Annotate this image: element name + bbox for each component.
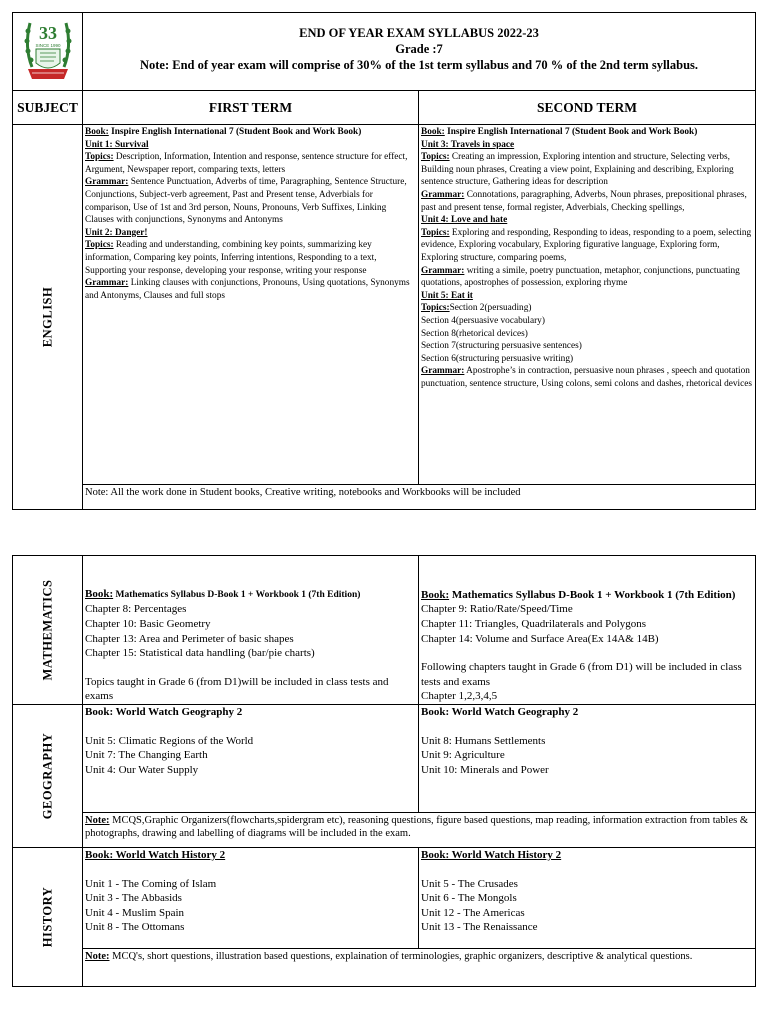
list-item: Chapter 9: Ratio/Rate/Speed/Time	[421, 603, 573, 616]
list-item: Unit 12 - The Americas	[421, 906, 525, 919]
list-item: Unit 13 - The Renaissance	[421, 921, 538, 934]
history-first-term: Book: World Watch History 2 Unit 1 - The Coming of Islam Unit 3 - The Abbasids Unit 4 - Muslim Spain Unit 8 - The Ottomans	[83, 848, 419, 949]
col-header-first-term: FIRST TERM	[83, 91, 419, 125]
list-item: Chapter 8: Percentages	[85, 603, 187, 616]
title-cell	[83, 13, 756, 91]
geography-first-term: Book: World Watch Geography 2 Unit 5: Climatic Regions of the World Unit 7: The Changing Earth Unit 4: Our Water Supply	[83, 705, 419, 813]
list-item: Unit 4: Our Water Supply	[85, 763, 199, 776]
mathematics-second-term: Book: Mathematics Syllabus D-Book 1 + Workbook 1 (7th Edition) Chapter 9: Ratio/Rate/Speed/Time Chapter 11: Triangles, Quadrilaterals and Polygons Chapter 14: Volume and Surface Area(Ex 14A& 14B) Following chapters taught in Grade 6 (from D1) will be included in class tests and exams Chapter 1,2,3,4,5	[419, 556, 756, 705]
list-item: Chapter 14: Volume and Surface Area(Ex 14A& 14B)	[421, 632, 659, 645]
mathematics-first-term: Book: Mathematics Syllabus D-Book 1 + Workbook 1 (7th Edition) Chapter 8: Percentages Chapter 10: Basic Geometry Chapter 13: Area and Perimeter of basic shapes Chapter 15: Statistical data handling (bar/pie charts) Topics taught in Grade 6 (from D1)will be included in class tests and exams	[83, 556, 419, 705]
list-item: Unit 3 - The Abbasids	[85, 892, 182, 905]
logo-cell	[13, 13, 83, 91]
header-note: Note: End of year exam will comprise of 30% of the 1st term syllabus and 70 % of the 2nd term syllabus.	[139, 58, 699, 72]
subject-history: HISTORY	[13, 848, 83, 987]
list-item: Unit 8 - The Ottomans	[85, 921, 185, 934]
list-item: Chapter 13: Area and Perimeter of basic shapes	[85, 632, 294, 645]
subject-english: ENGLISH	[13, 125, 83, 510]
history-second-term: Book: World Watch History 2 Unit 5 - The Crusades Unit 6 - The Mongols Unit 12 - The Americas Unit 13 - The Renaissance	[419, 848, 756, 949]
list-item: Section 4(persuasive vocabulary)	[421, 315, 545, 326]
list-item: Unit 5 - The Crusades	[421, 877, 518, 890]
list-item: Unit 9: Agriculture	[421, 749, 505, 762]
geography-note: Note: MCQS,Graphic Organizers(flowcharts,spidergram etc), reasoning questions, figure based questions, map reading, information extraction from tables & photographs, drawing and labelling of diagrams will be included in the exam.	[83, 812, 756, 847]
grade-label: Grade :7	[395, 42, 443, 56]
list-item: Chapter 15: Statistical data handling (bar/pie charts)	[85, 647, 315, 660]
subject-mathematics: MATHEMATICS	[13, 556, 83, 705]
english-second-term: Book: Inspire English International 7 (Student Book and Work Book) Unit 3: Travels in space Topics: Creating an impression, Exploring intention and structure, Selecting verbs, Building noun phrases, Creating a view point, Explaining and describing, Exploring sentence structure, Gathering ideas for description Grammar: Connotations, paragraphing, Adverbs, Noun phrases, prepositional phrases, past and present tense, formal register, Adverbials, Checking spellings, Unit 4: Love and hate Topics: Exploring and responding, Responding to ideas, responding to a poem, selecting evidence, Exploring vocabulary, Exploring figurative language, Exploring form, Exploring structure, comparing poems, Grammar: writing a simile, poetry punctuation, metaphor, conjunctions, punctuating quotations, apostrophes of possession, exploring rhyme Unit 5: Eat it Topics:Section 2(persuading) Section 4(persuasive vocabulary) Section 8(rhetorical devices) Section 7(structuring persuasive sentences) Section 6(structuring persuasive writing) Grammar: Apostrophe’s in contraction, persuasive noun phrases , speech and quotation punctuation, sentence structure, Using colons, semi colons and dashes, rhetorical devices	[419, 125, 756, 485]
list-item: Chapter 10: Basic Geometry	[85, 618, 211, 631]
list-item: Unit 7: The Changing Earth	[85, 749, 208, 762]
list-item: Unit 8: Humans Settlements	[421, 734, 546, 747]
list-item: Unit 1 - The Coming of Islam	[85, 877, 217, 890]
list-item: Unit 5: Climatic Regions of the World	[85, 734, 254, 747]
syllabus-table-english	[12, 12, 756, 510]
syllabus-table-other-subjects	[12, 555, 756, 987]
col-header-second-term: SECOND TERM	[419, 91, 756, 125]
geography-second-term: Book: World Watch Geography 2 Unit 8: Humans Settlements Unit 9: Agriculture Unit 10: Minerals and Power	[419, 705, 756, 813]
english-first-term: Book: Inspire English International 7 (Student Book and Work Book) Unit 1: Survival Topics: Description, Information, Intention and response, sentence structure for effect, Argument, Newspaper report, comparing texts, letters Grammar: Sentence Punctuation, Adverbs of time, Paragraphing, Sentence Structure, Conjunctions, Subject-verb agreement, Past and Present tense, Adverbials for comparison, Use of 1st and 3rd person, Nouns, Pronouns, Verb Suffixes, Linking Clauses with conjunctions, Synonyms and Antonyms Unit 2: Danger! Topics: Reading and understanding, combining key points, summarizing key information, Comparing key points, Inferring intentions, Responding to a text, Supporting your response, developing your response, writing your response Grammar: Linking clauses with conjunctions, Pronouns, Using quotations, Synonyms and Antonyms, Clauses and full stops	[83, 125, 419, 485]
history-note: Note: MCQ's, short questions, illustration based questions, explaination of terminologies, graphic organizers, descriptive & analytical questions.	[83, 948, 756, 986]
list-item: Section 8(rhetorical devices)	[421, 328, 528, 339]
subject-geography: GEOGRAPHY	[13, 705, 83, 848]
svg-text:SINCE 1990: SINCE 1990	[34, 43, 61, 48]
list-item: Unit 10: Minerals and Power	[421, 763, 549, 776]
list-item: Chapter 11: Triangles, Quadrilaterals and Polygons	[421, 618, 647, 631]
list-item: Unit 6 - The Mongols	[421, 892, 517, 905]
svg-text:33: 33	[38, 23, 57, 43]
col-header-subject: SUBJECT	[13, 91, 83, 125]
list-item: Section 6(structuring persuasive writing)	[421, 353, 574, 364]
english-note: Note: All the work done in Student books, Creative writing, notebooks and Workbooks will be included	[83, 484, 756, 509]
list-item: Unit 4 - Muslim Spain	[85, 906, 185, 919]
list-item: Section 7(structuring persuasive sentences)	[421, 341, 582, 352]
school-logo-icon	[22, 17, 74, 85]
page-title: END OF YEAR EXAM SYLLABUS 2022-23	[299, 26, 539, 40]
